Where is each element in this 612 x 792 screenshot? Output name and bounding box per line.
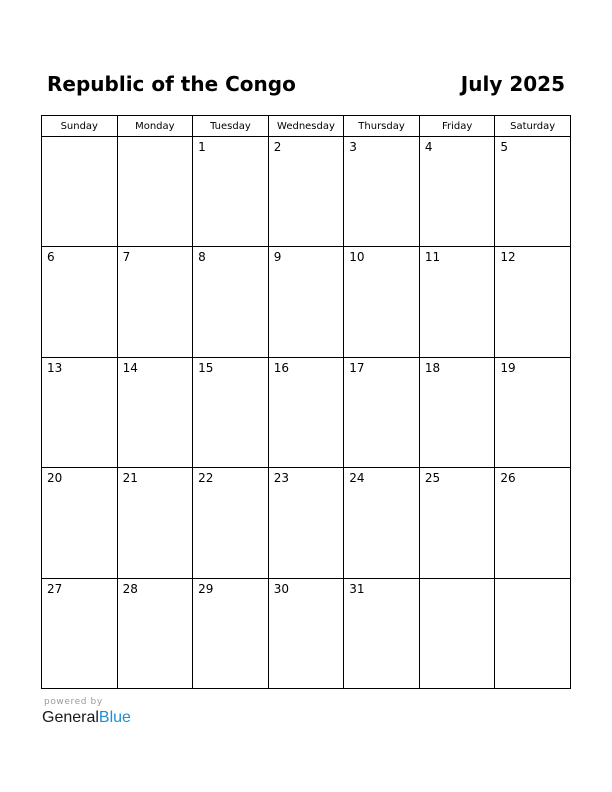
day-cell xyxy=(42,357,118,467)
month-year-label: July 2025 xyxy=(460,72,565,96)
day-number xyxy=(118,137,193,140)
day-cell xyxy=(344,468,420,578)
day-number: 13 xyxy=(47,360,63,375)
weekday-sunday: Sunday xyxy=(42,116,118,137)
day-cell xyxy=(344,247,420,357)
calendar-grid xyxy=(41,115,571,689)
day-number: 7 xyxy=(122,250,131,265)
week-row xyxy=(42,247,571,357)
day-number: 22 xyxy=(198,471,214,486)
weekday-friday: Friday xyxy=(419,116,495,137)
day-cell xyxy=(117,578,193,688)
day-cell xyxy=(495,468,571,578)
day-number: 31 xyxy=(349,581,365,596)
weekday-tuesday: Tuesday xyxy=(193,116,269,137)
day-number: 17 xyxy=(349,360,365,375)
day-number: 1 xyxy=(198,140,206,154)
day-cell xyxy=(268,357,344,467)
day-number xyxy=(420,579,495,582)
day-cell xyxy=(419,137,495,247)
day-cell xyxy=(193,468,269,578)
day-number: 29 xyxy=(198,581,214,596)
weekday-saturday: Saturday xyxy=(495,116,571,137)
powered-by-label: powered by xyxy=(44,697,103,707)
weekday-thursday: Thursday xyxy=(344,116,420,137)
day-cell xyxy=(495,247,571,357)
day-cell xyxy=(193,137,269,247)
day-cell xyxy=(42,247,118,357)
day-cell xyxy=(42,578,118,688)
day-cell xyxy=(42,137,118,247)
day-cell xyxy=(268,468,344,578)
day-number: 26 xyxy=(500,471,516,486)
day-cell xyxy=(344,578,420,688)
day-cell xyxy=(117,357,193,467)
page-title: Republic of the Congo xyxy=(47,72,296,96)
week-row xyxy=(42,578,571,688)
day-number: 9 xyxy=(273,250,282,265)
day-cell xyxy=(117,137,193,247)
day-cell xyxy=(117,468,193,578)
day-number: 11 xyxy=(424,250,441,265)
day-number: 14 xyxy=(122,360,138,375)
day-number: 25 xyxy=(424,471,441,486)
day-cell xyxy=(495,357,571,467)
day-number: 5 xyxy=(500,140,509,154)
day-number: 21 xyxy=(122,471,138,486)
day-cell xyxy=(495,137,571,247)
day-number xyxy=(495,579,570,582)
day-number: 28 xyxy=(122,581,138,596)
day-number: 6 xyxy=(47,250,55,265)
day-number: 10 xyxy=(349,250,365,265)
logo-text-general: General xyxy=(42,709,99,726)
weekday-wednesday: Wednesday xyxy=(268,116,344,137)
day-number: 3 xyxy=(349,140,357,154)
day-cell xyxy=(193,578,269,688)
day-cell xyxy=(344,357,420,467)
day-number: 27 xyxy=(47,581,63,596)
day-number: 4 xyxy=(424,140,433,154)
day-cell xyxy=(42,468,118,578)
day-number: 19 xyxy=(500,360,516,375)
weekday-monday: Monday xyxy=(117,116,193,137)
day-cell xyxy=(268,247,344,357)
generalblue-logo xyxy=(42,708,131,728)
week-row xyxy=(42,468,571,578)
day-cell xyxy=(193,357,269,467)
day-number xyxy=(42,137,117,140)
weekday-header-row xyxy=(42,116,571,137)
day-cell xyxy=(419,578,495,688)
day-number: 23 xyxy=(273,471,289,486)
day-number: 15 xyxy=(198,360,214,375)
week-row xyxy=(42,137,571,247)
day-number: 12 xyxy=(500,250,516,265)
day-cell xyxy=(268,578,344,688)
day-number: 2 xyxy=(273,140,282,154)
day-number: 18 xyxy=(424,360,441,375)
day-cell xyxy=(193,247,269,357)
day-number: 16 xyxy=(273,360,289,375)
day-cell xyxy=(117,247,193,357)
day-cell xyxy=(268,137,344,247)
week-row xyxy=(42,357,571,467)
day-number: 24 xyxy=(349,471,365,486)
day-number: 20 xyxy=(47,471,63,486)
day-cell xyxy=(495,578,571,688)
day-number: 30 xyxy=(273,581,289,596)
day-cell xyxy=(419,468,495,578)
day-cell xyxy=(344,137,420,247)
day-number: 8 xyxy=(198,250,206,265)
day-cell xyxy=(419,247,495,357)
logo-text-blue: Blue xyxy=(98,709,131,726)
day-cell xyxy=(419,357,495,467)
